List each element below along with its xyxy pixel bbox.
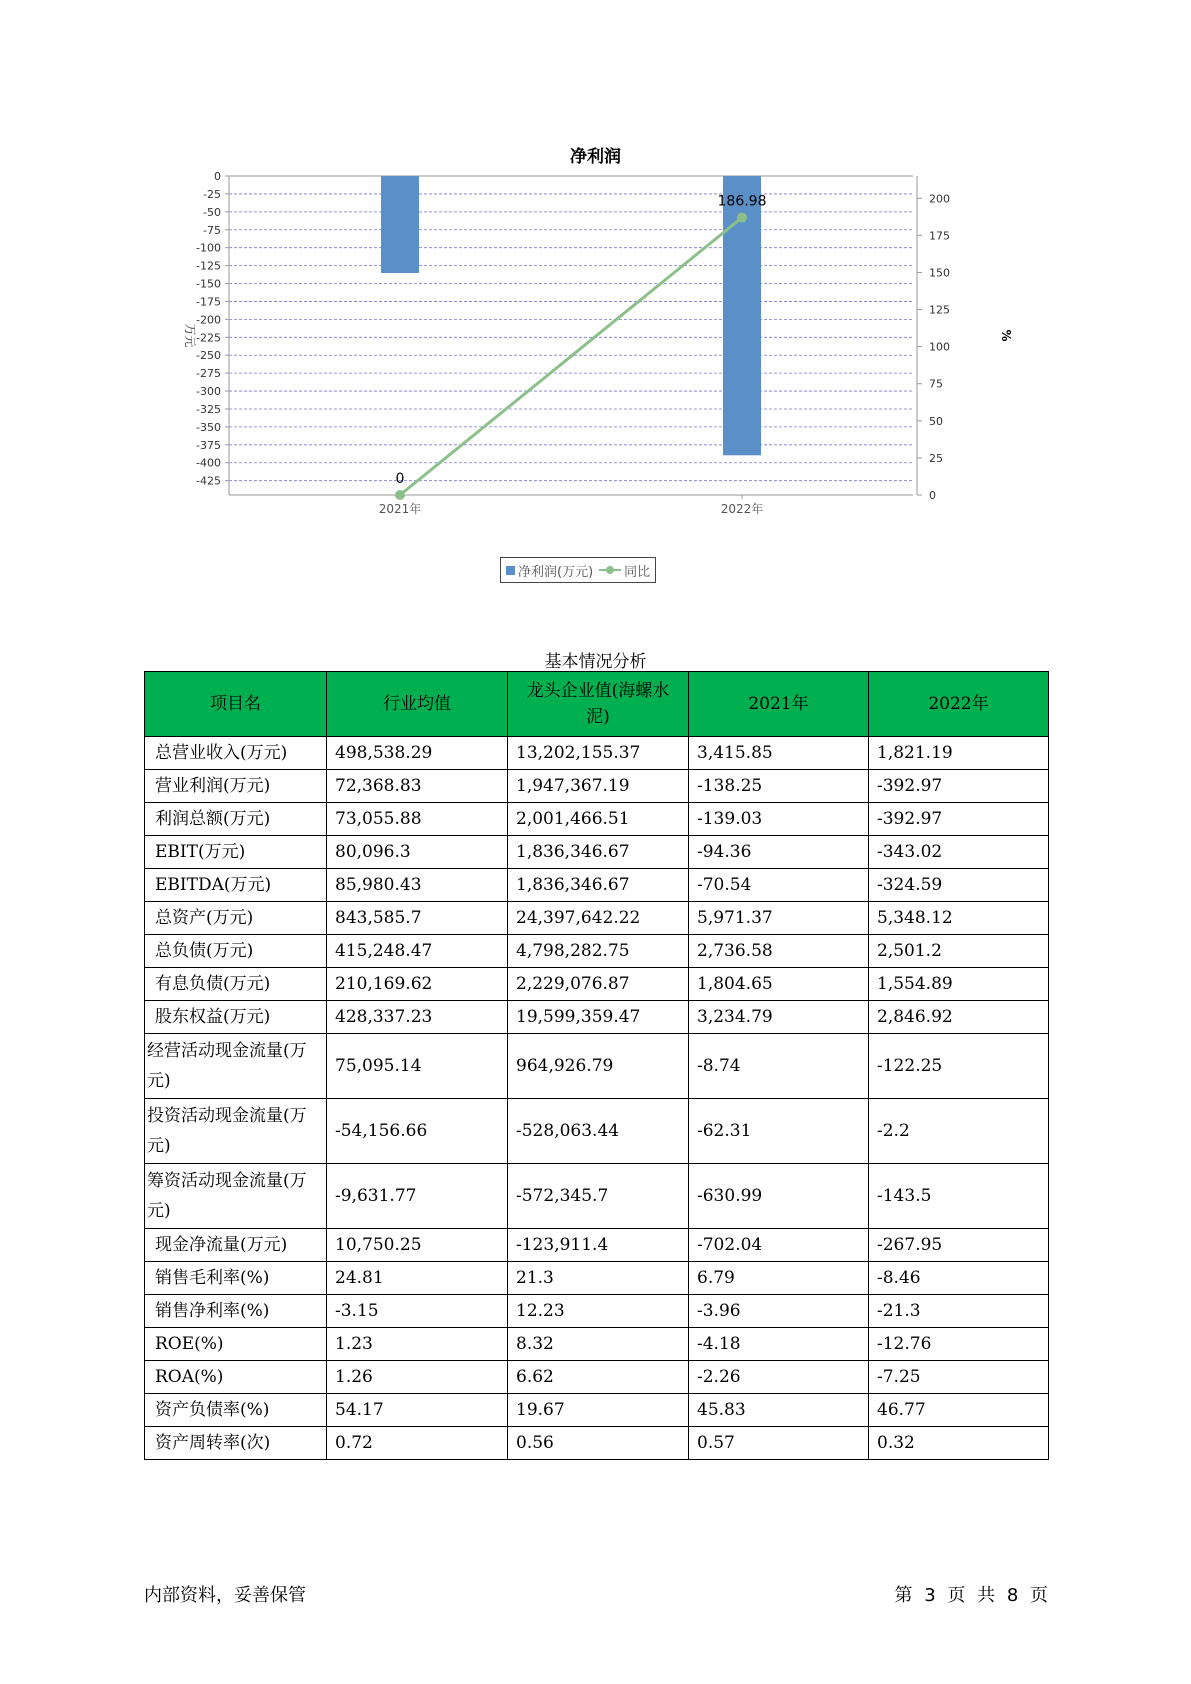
y2-tick-label: 150 — [929, 266, 950, 280]
table-cell: -7.25 — [869, 1361, 1049, 1394]
row-label: ROE(%) — [145, 1328, 327, 1361]
y-tick-label: -200 — [196, 313, 221, 327]
table-cell: 5,971.37 — [689, 902, 869, 935]
table-row — [145, 737, 1049, 770]
table-cell: -267.95 — [869, 1229, 1049, 1262]
table-cell: 1.26 — [327, 1361, 508, 1394]
row-label: 筹资活动现金流量(万元) — [145, 1164, 327, 1229]
table-cell: 24.81 — [327, 1262, 508, 1295]
chart-legend — [500, 557, 656, 583]
table-cell: -3.15 — [327, 1295, 508, 1328]
table-cell: -94.36 — [689, 836, 869, 869]
table-cell: 2,736.58 — [689, 935, 869, 968]
y2-tick-label: 75 — [929, 377, 943, 391]
table-cell: -70.54 — [689, 869, 869, 902]
y-tick-label: -25 — [203, 187, 221, 201]
table-cell: -8.74 — [689, 1034, 869, 1099]
table-row — [145, 1001, 1049, 1034]
chart-canvas — [0, 0, 1191, 600]
row-label: 有息负债(万元) — [145, 968, 327, 1001]
table-cell: 13,202,155.37 — [508, 737, 689, 770]
table-cell: -630.99 — [689, 1164, 869, 1229]
y2-tick-label: 175 — [929, 229, 950, 243]
table-cell: 1,947,367.19 — [508, 770, 689, 803]
table-cell: -62.31 — [689, 1099, 869, 1164]
footer-confidential-note: 内部资料，妥善保管 — [144, 1585, 306, 1606]
y-tick-label: -375 — [196, 438, 221, 452]
legend-item-yoy — [599, 561, 650, 580]
table-cell: 5,348.12 — [869, 902, 1049, 935]
table-row — [145, 902, 1049, 935]
y-tick-label: -100 — [196, 241, 221, 255]
net-profit-chart — [0, 0, 1191, 600]
table-row — [145, 836, 1049, 869]
row-label: 销售净利率(%) — [145, 1295, 327, 1328]
header-leader-value: 龙头企业值(海螺水泥) — [508, 672, 689, 737]
table-row — [145, 1328, 1049, 1361]
table-row — [145, 1034, 1049, 1099]
legend-item-net-profit — [506, 561, 593, 580]
table-cell: 85,980.43 — [327, 869, 508, 902]
table-cell: 46.77 — [869, 1394, 1049, 1427]
row-label: 销售毛利率(%) — [145, 1262, 327, 1295]
table-cell: 75,095.14 — [327, 1034, 508, 1099]
row-label: 总营业收入(万元) — [145, 737, 327, 770]
table-row — [145, 968, 1049, 1001]
table-cell: -21.3 — [869, 1295, 1049, 1328]
y-tick-label: -250 — [196, 349, 221, 363]
table-cell: 2,229,076.87 — [508, 968, 689, 1001]
analysis-table — [144, 671, 1049, 1460]
y-tick-label: -300 — [196, 385, 221, 399]
table-row — [145, 1427, 1049, 1460]
header-2022: 2022年 — [869, 672, 1049, 737]
table-cell: -122.25 — [869, 1034, 1049, 1099]
table-cell: 210,169.62 — [327, 968, 508, 1001]
table-cell: 843,585.7 — [327, 902, 508, 935]
chart-title: 净利润 — [570, 147, 621, 167]
table-cell: -138.25 — [689, 770, 869, 803]
table-cell: 2,846.92 — [869, 1001, 1049, 1034]
table-cell: 21.3 — [508, 1262, 689, 1295]
table-row — [145, 803, 1049, 836]
table-cell: -12.76 — [869, 1328, 1049, 1361]
y-axis-title: 万元 — [183, 323, 197, 348]
table-row — [145, 1295, 1049, 1328]
table-cell: 498,538.29 — [327, 737, 508, 770]
table-cell: 1,821.19 — [869, 737, 1049, 770]
row-label: 现金净流量(万元) — [145, 1229, 327, 1262]
table-caption: 基本情况分析 — [544, 652, 647, 672]
table-cell: 4,798,282.75 — [508, 935, 689, 968]
table-cell: -702.04 — [689, 1229, 869, 1262]
y-tick-label: -225 — [196, 331, 221, 345]
header-2021: 2021年 — [689, 672, 869, 737]
table-cell: 10,750.25 — [327, 1229, 508, 1262]
y-tick-label: -400 — [196, 456, 221, 470]
table-cell: 1,554.89 — [869, 968, 1049, 1001]
table-cell: 24,397,642.22 — [508, 902, 689, 935]
table-cell: 80,096.3 — [327, 836, 508, 869]
table-cell: 12.23 — [508, 1295, 689, 1328]
table-cell: 45.83 — [689, 1394, 869, 1427]
table-cell: -3.96 — [689, 1295, 869, 1328]
table-cell: -123,911.4 — [508, 1229, 689, 1262]
table-cell: 428,337.23 — [327, 1001, 508, 1034]
row-label: EBITDA(万元) — [145, 869, 327, 902]
table-row — [145, 1361, 1049, 1394]
header-industry-avg: 行业均值 — [327, 672, 508, 737]
legend-line-swatch — [599, 564, 621, 576]
data-label-yoy: 186.98 — [717, 193, 767, 210]
table-row — [145, 1262, 1049, 1295]
table-cell: -139.03 — [689, 803, 869, 836]
legend-label-net-profit: 净利润(万元) — [518, 564, 594, 580]
y2-tick-label: 100 — [929, 340, 950, 354]
table-cell: 72,368.83 — [327, 770, 508, 803]
y-tick-label: -175 — [196, 295, 221, 309]
point-yoy — [737, 213, 747, 223]
table-cell: 1,836,346.67 — [508, 836, 689, 869]
table-row — [145, 770, 1049, 803]
y-tick-label: -150 — [196, 277, 221, 291]
y-tick-label: -125 — [196, 259, 221, 273]
table-row — [145, 935, 1049, 968]
y-tick-label: -50 — [203, 205, 221, 219]
row-label: 总资产(万元) — [145, 902, 327, 935]
table-cell: -8.46 — [869, 1262, 1049, 1295]
table-cell: 8.32 — [508, 1328, 689, 1361]
y2-tick-label: 25 — [929, 451, 943, 465]
row-label: 利润总额(万元) — [145, 803, 327, 836]
table-cell: -9,631.77 — [327, 1164, 508, 1229]
table-cell: 6.62 — [508, 1361, 689, 1394]
y2-tick-label: 0 — [929, 489, 936, 502]
row-label: 经营活动现金流量(万元) — [145, 1034, 327, 1099]
table-row — [145, 1394, 1049, 1427]
y-tick-label: -75 — [203, 223, 221, 237]
table-row — [145, 1229, 1049, 1262]
table-cell: 73,055.88 — [327, 803, 508, 836]
table-header-row — [145, 672, 1049, 737]
table-cell: 0.32 — [869, 1427, 1049, 1460]
x-tick-label: 2021年 — [378, 502, 422, 516]
table-cell: 54.17 — [327, 1394, 508, 1427]
table-cell: -392.97 — [869, 770, 1049, 803]
y-tick-label: -275 — [196, 367, 221, 381]
table-cell: -54,156.66 — [327, 1099, 508, 1164]
table-cell: 0.72 — [327, 1427, 508, 1460]
row-label: 总负债(万元) — [145, 935, 327, 968]
table-cell: -528,063.44 — [508, 1099, 689, 1164]
legend-label-yoy: 同比 — [624, 564, 651, 580]
table-cell: -324.59 — [869, 869, 1049, 902]
y-tick-label: -425 — [196, 474, 221, 488]
footer-page-number: 第 3 页 共 8 页 — [894, 1585, 1048, 1606]
table-cell: -2.26 — [689, 1361, 869, 1394]
y2-tick-label: 200 — [929, 192, 950, 206]
table-cell: 2,001,466.51 — [508, 803, 689, 836]
row-label: 股东权益(万元) — [145, 1001, 327, 1034]
table-row — [145, 1099, 1049, 1164]
row-label: 资产周转率(次) — [145, 1427, 327, 1460]
table-cell: 3,234.79 — [689, 1001, 869, 1034]
table-cell: 0.57 — [689, 1427, 869, 1460]
y2-tick-label: 50 — [929, 414, 943, 428]
x-tick-label: 2022年 — [720, 502, 764, 516]
line-yoy — [400, 218, 742, 495]
y2-tick-label: 125 — [929, 303, 950, 317]
legend-bar-swatch — [506, 566, 515, 575]
header-item-name: 项目名 — [145, 672, 327, 737]
table-cell: 415,248.47 — [327, 935, 508, 968]
data-label-yoy: 0 — [395, 471, 405, 487]
table-cell: 1,804.65 — [689, 968, 869, 1001]
table-cell: -572,345.7 — [508, 1164, 689, 1229]
table-cell: 3,415.85 — [689, 737, 869, 770]
table-cell: 1.23 — [327, 1328, 508, 1361]
table-cell: 19.67 — [508, 1394, 689, 1427]
y-tick-label: -325 — [196, 402, 221, 416]
point-yoy — [395, 490, 405, 500]
row-label: 营业利润(万元) — [145, 770, 327, 803]
table-cell: 1,836,346.67 — [508, 869, 689, 902]
row-label: 投资活动现金流量(万元) — [145, 1099, 327, 1164]
bar-net-profit — [381, 176, 419, 273]
row-label: ROA(%) — [145, 1361, 327, 1394]
table-row — [145, 869, 1049, 902]
table-cell: 0.56 — [508, 1427, 689, 1460]
table-cell: 6.79 — [689, 1262, 869, 1295]
y-tick-label: -350 — [196, 420, 221, 434]
y2-axis-title: % — [999, 329, 1013, 342]
table-cell: -392.97 — [869, 803, 1049, 836]
table-cell: -2.2 — [869, 1099, 1049, 1164]
row-label: EBIT(万元) — [145, 836, 327, 869]
table-cell: -4.18 — [689, 1328, 869, 1361]
y-tick-label: 0 — [214, 170, 221, 183]
table-cell: -343.02 — [869, 836, 1049, 869]
table-cell: -143.5 — [869, 1164, 1049, 1229]
row-label: 资产负债率(%) — [145, 1394, 327, 1427]
table-row — [145, 1164, 1049, 1229]
table-cell: 19,599,359.47 — [508, 1001, 689, 1034]
table-cell: 964,926.79 — [508, 1034, 689, 1099]
table-cell: 2,501.2 — [869, 935, 1049, 968]
